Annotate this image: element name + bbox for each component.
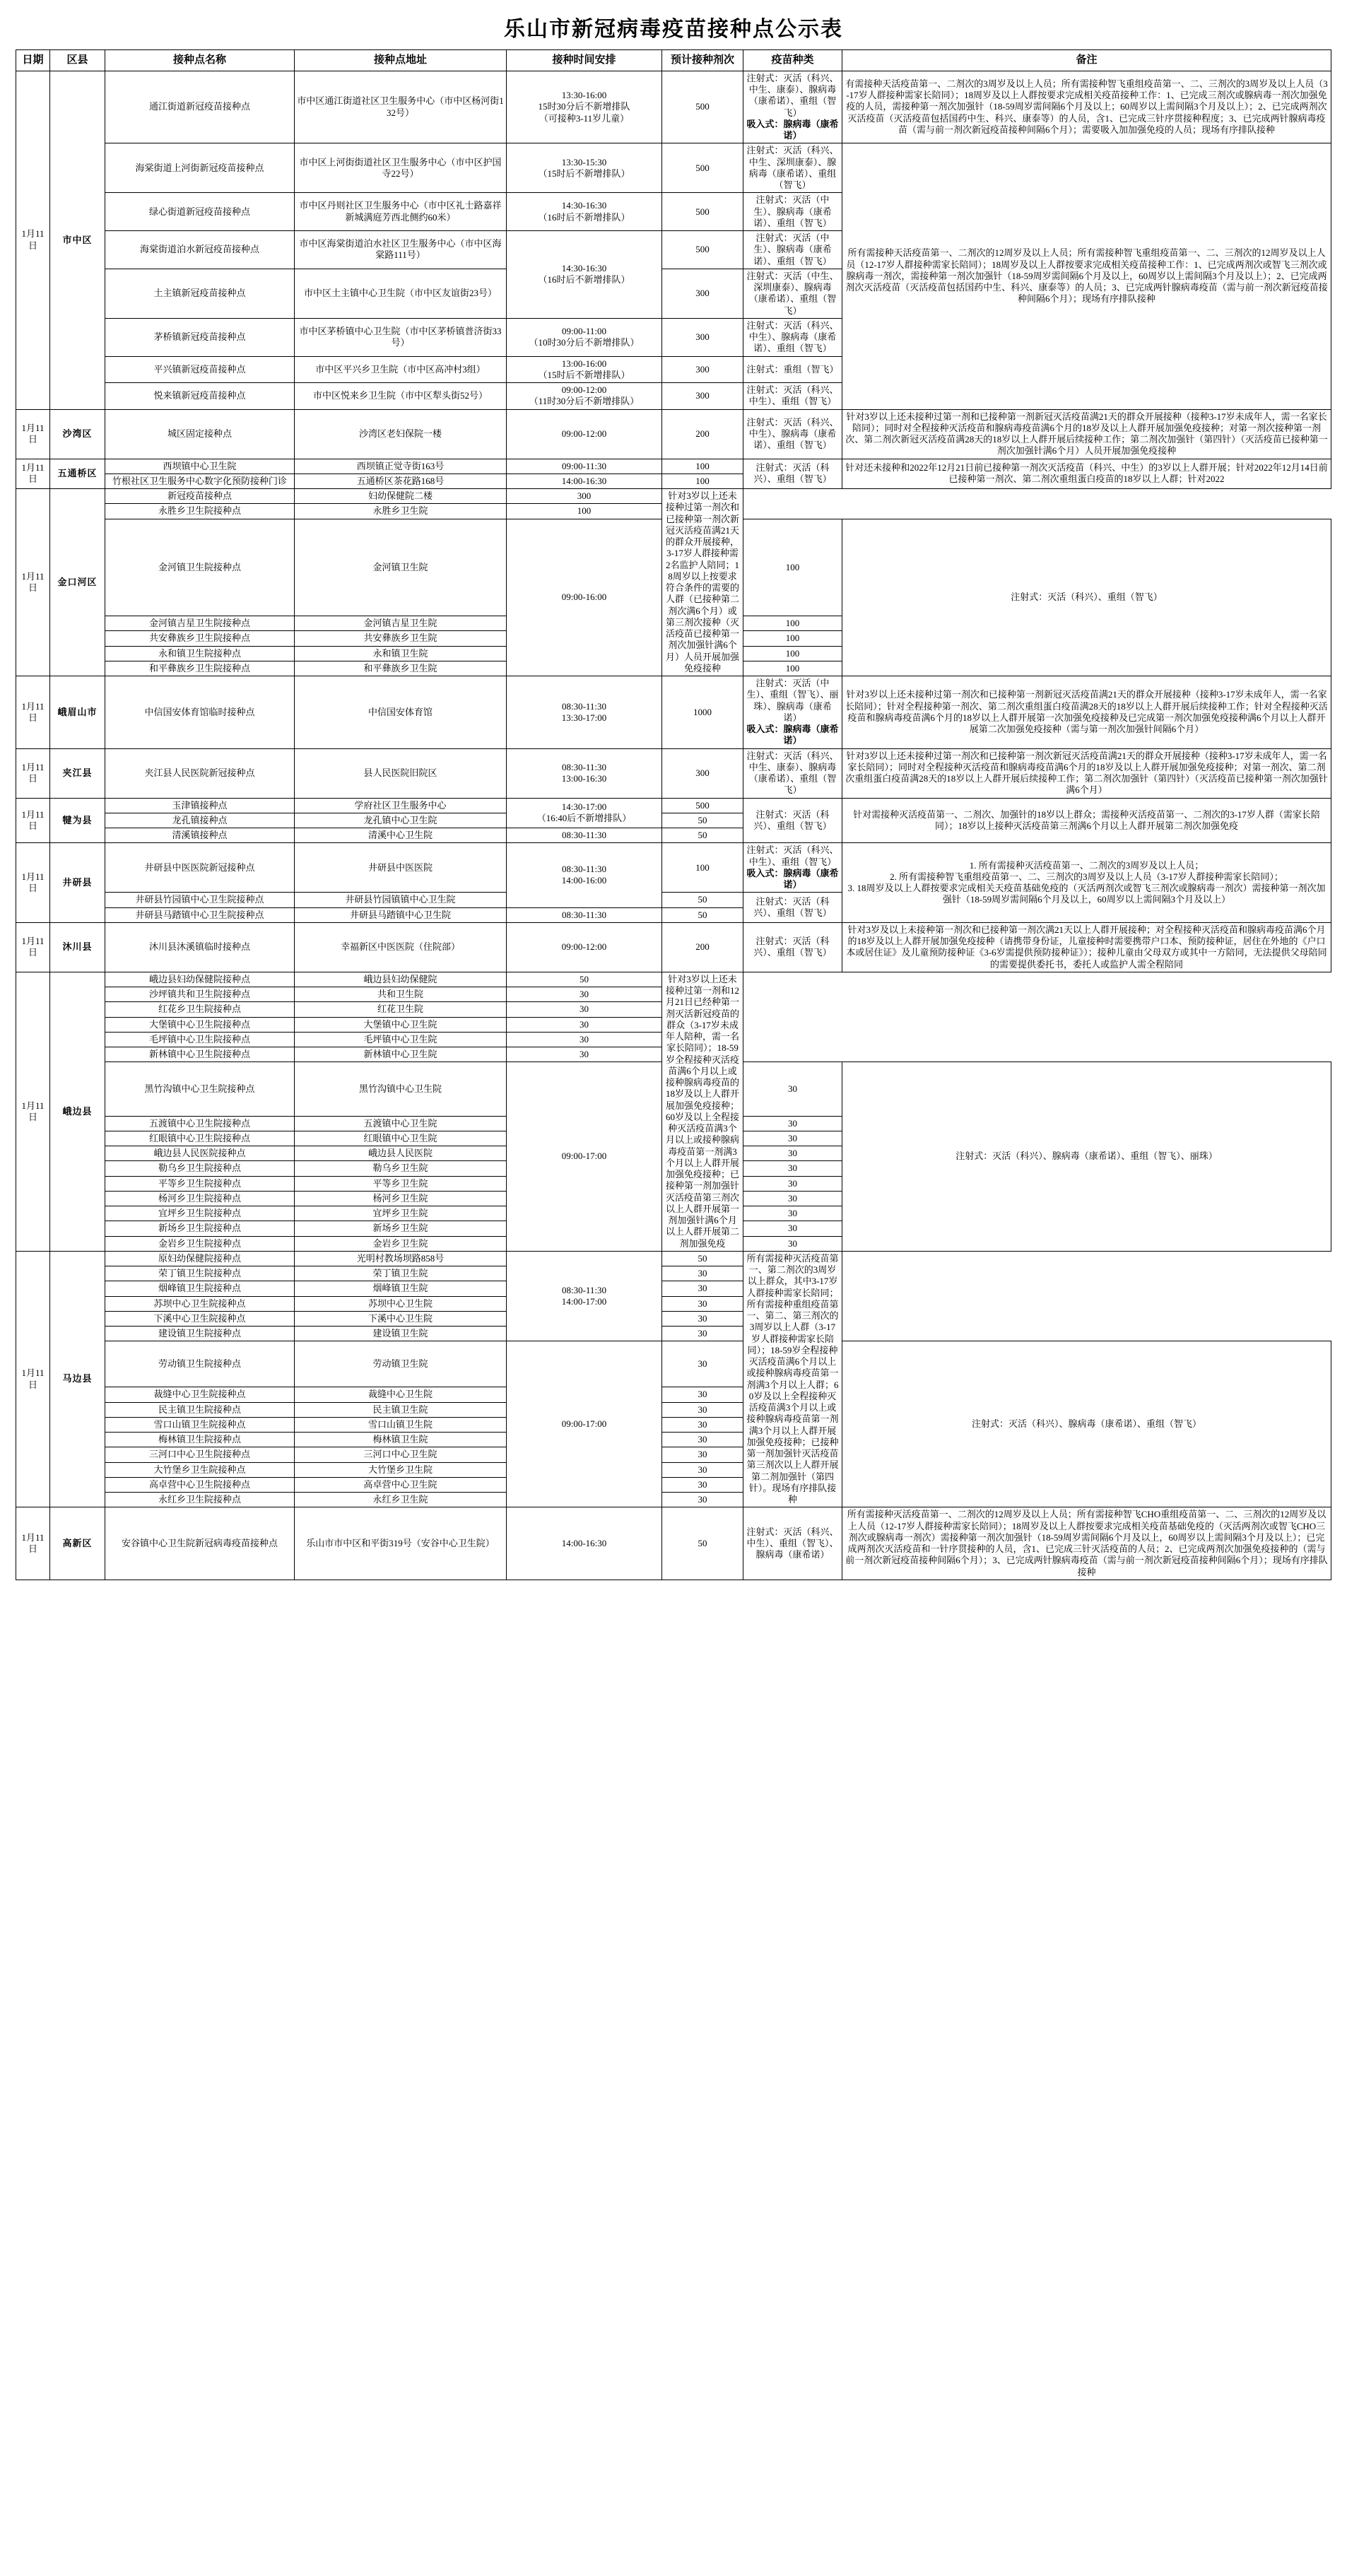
cell-dose-count: 50 [662,813,743,828]
cell-dose-count: 30 [662,1387,743,1402]
cell-dose-count: 50 [662,828,743,843]
cell-site-name: 井研县马踏镇中心卫生院接种点 [105,907,295,922]
col-vaccine: 疫苗种类 [743,50,842,71]
table-row [16,459,1331,474]
cell-dose-count: 300 [662,318,743,356]
cell-time: 09:00-12:00 （11时30分后不新增排队） [507,383,662,410]
cell-site-name: 平等乡卫生院接种点 [105,1176,295,1191]
cell-dose-count: 100 [507,504,662,519]
cell-dose-count: 100 [743,661,842,676]
cell-district: 金口河区 [50,489,105,676]
cell-site-name: 土主镇新冠疫苗接种点 [105,269,295,318]
cell-dose-count: 100 [662,474,743,488]
cell-site-name: 峨边县人民医院接种点 [105,1146,295,1161]
cell-time: 08:30-11:30 [507,828,662,843]
cell-dose-count: 500 [662,71,743,143]
cell-vaccine-types: 注射式：灭活（中生）、重组（智飞）、丽珠）、腺病毒（康希诺） 吸入式：腺病毒（康希诺） [743,676,842,749]
cell-dose-count: 500 [662,143,743,193]
cell-time: 14:30-16:30 （16时后不新增排队） [507,193,662,231]
cell-dose-count: 300 [662,383,743,410]
cell-district: 沐川县 [50,922,105,972]
cell-site-name: 沙坪镇共和卫生院接种点 [105,987,295,1002]
cell-site-address: 金河镇卫生院 [295,519,507,616]
cell-site-name: 海棠街道上河街新冠疫苗接种点 [105,143,295,193]
cell-district: 五通桥区 [50,459,105,489]
cell-site-name: 宜坪乡卫生院接种点 [105,1206,295,1221]
cell-site-name: 梅林镇卫生院接种点 [105,1433,295,1447]
cell-site-address: 井研县马踏镇中心卫生院 [295,907,507,922]
cell-vaccine-types: 注射式：灭活（科兴、中生）、腺病毒（康希诺）、重组（智飞） [743,409,842,459]
cell-dose-count: 30 [507,1032,662,1047]
cell-site-address: 乐山市市中区和平街319号（安谷中心卫生院） [295,1507,507,1580]
cell-date: 1月11日 [16,922,50,972]
cell-dose-count: 30 [743,1236,842,1251]
cell-vaccine-types: 注射式：灭活（科兴）、重组（智飞） [743,922,842,972]
cell-site-name: 夹江县人民医院新冠接种点 [105,748,295,798]
cell-site-name: 毛坪镇中心卫生院接种点 [105,1032,295,1047]
cell-site-address: 梅林镇卫生院 [295,1433,507,1447]
cell-site-address: 宜坪乡卫生院 [295,1206,507,1221]
table-row [16,1251,1331,1266]
cell-vaccine-types: 注射式：灭活（科兴）、重组（智飞） [743,459,842,489]
table-row [16,972,1331,987]
cell-remark: 针对3岁以上还未接种过第一剂次和已接种第一剂新冠灭活疫苗满21天的群众开展接种（接种3-17岁未成年人，需一名家长陪同）；针对全程接种第一剂次、第二剂次重组蛋白疫苗满28天的18岁以上人群开展后续接种工作；针对全程接种灭活疫苗和腺病毒疫苗满6个月的18岁以上人群开展第一次加强免疫接种及已完成第一剂次加强免疫接种满6个月以上人群开展第二次加强免疫接种（需与第一剂次加强针间隔6个月） [842,676,1331,749]
cell-site-address: 金岩乡卫生院 [295,1236,507,1251]
cell-site-address: 雪口山镇卫生院 [295,1417,507,1432]
cell-dose-count: 200 [662,922,743,972]
cell-site-address: 市中区土主镇中心卫生院（市中区友谊街23号） [295,269,507,318]
cell-site-name: 永和镇卫生院接种点 [105,646,295,661]
cell-site-name: 井研县竹园镇中心卫生院接种点 [105,893,295,907]
cell-time: 09:00-17:00 [507,1341,662,1507]
cell-site-address: 市中区悦来乡卫生院（市中区犁头街52号） [295,383,507,410]
cell-site-name: 城区固定接种点 [105,409,295,459]
cell-site-address: 永胜乡卫生院 [295,504,507,519]
cell-district: 峨边县 [50,972,105,1251]
cell-time: 09:00-11:30 [507,459,662,474]
cell-site-name: 建设镇卫生院接种点 [105,1327,295,1341]
cell-date: 1月11日 [16,798,50,843]
cell-dose-count: 30 [507,1047,662,1062]
cell-site-address: 勒乌乡卫生院 [295,1161,507,1176]
cell-dose-count: 100 [743,616,842,631]
cell-site-name: 海棠街道泊水新冠疫苗接种点 [105,231,295,269]
cell-dose-count: 30 [743,1221,842,1236]
cell-time: 08:30-11:30 13:30-17:00 [507,676,662,749]
cell-district: 高新区 [50,1507,105,1580]
cell-site-address: 裁缝中心卫生院 [295,1387,507,1402]
cell-date: 1月11日 [16,676,50,749]
cell-time: 09:00-17:00 [507,1062,662,1252]
cell-site-address: 荣丁镇卫生院 [295,1266,507,1281]
cell-site-address: 建设镇卫生院 [295,1327,507,1341]
col-dose: 预计接种剂次 [662,50,743,71]
cell-remark: 所有需接种灭活疫苗第一、第二剂次的3周岁以上群众，其中3-17岁人群接种需家长陪同；所有需接种重组疫苗第一、第二、第三剂次的3周岁以上人群（3-17岁人群接种需家长陪同）；18-59岁全程接种灭活疫苗满6个月以上或接种腺病毒疫苗第一剂满3个月以上人群；60岁及以上全程接种灭活疫苗满3个月以上或接种腺病毒疫苗第一剂满3个月以上人群开展加强免疫接种；已接种第一剂加强针灭活疫苗第三剂次以上人群开展第二剂加强针（第四针）。现场有序排队接种 [743,1251,842,1507]
cell-dose-count: 50 [662,893,743,907]
cell-site-address: 黑竹沟镇中心卫生院 [295,1062,507,1116]
cell-time: 08:30-11:30 [507,907,662,922]
cell-site-address: 井研县竹园镇镇中心卫生院 [295,893,507,907]
cell-vaccine-types: 注射式：灭活（科兴、中生）、重组（智飞） [743,383,842,410]
cell-dose-count: 30 [662,1327,743,1341]
table-row [16,143,1331,193]
cell-site-name: 玉津镇接种点 [105,798,295,813]
cell-vaccine-types: 注射式：灭活（中生）、腺病毒（康希诺）、重组（智飞） [743,231,842,269]
cell-site-address: 市中区丹则社区卫生服务中心（市中区礼士路嘉祥新城满庭芳西北侧约60米） [295,193,507,231]
cell-date: 1月11日 [16,1507,50,1580]
cell-site-name: 劳动镇卫生院接种点 [105,1341,295,1387]
cell-vaccine-types: 注射式：灭活（科兴、中生）、腺病毒（康希诺）、重组（智飞） [743,318,842,356]
cell-district: 沙湾区 [50,409,105,459]
cell-site-address: 学府社区卫生服务中心 [295,798,507,813]
table-row [16,798,1331,813]
cell-site-name: 金河镇卫生院接种点 [105,519,295,616]
cell-site-address: 和平彝族乡卫生院 [295,661,507,676]
cell-district: 马边县 [50,1251,105,1507]
table-row [16,1341,1331,1387]
cell-site-name: 永红乡卫生院接种点 [105,1493,295,1507]
cell-site-name: 井研县中医医院新冠接种点 [105,843,295,893]
cell-site-address: 永和镇卫生院 [295,646,507,661]
cell-site-name: 原妇幼保健院接种点 [105,1251,295,1266]
cell-site-address: 光明村教场坝路858号 [295,1251,507,1266]
cell-site-address: 民主镇卫生院 [295,1402,507,1417]
cell-dose-count: 100 [743,646,842,661]
cell-vaccine-types: 注射式：灭活（科兴）、重组（智飞） [743,893,842,923]
cell-dose-count: 100 [743,631,842,646]
col-remark: 备注 [842,50,1331,71]
cell-time: 09:00-11:00 （10时30分后不新增排队） [507,318,662,356]
cell-time: 08:30-11:30 14:00-16:00 [507,843,662,907]
cell-dose-count: 50 [507,972,662,987]
cell-dose-count: 30 [662,1433,743,1447]
cell-dose-count: 50 [662,907,743,922]
cell-site-name: 民主镇卫生院接种点 [105,1402,295,1417]
cell-site-name: 通江街道新冠疫苗接种点 [105,71,295,143]
cell-remark: 所有需接种灭活疫苗第一、二剂次的12周岁及以上人员；所有需接种智飞CHO重组疫苗第一、二、三剂次的12周岁及以上人员（12-17岁人群接种需家长陪同）；18周岁及以上人群按要求完成相关疫苗基础免疫的（灭活两剂次或智飞CHO三剂次或腺病毒一剂次）需接种第一剂次加强针（18-59周岁需间隔6个月及以上，60周岁以上需间隔3个月及以上）；已完成两剂次灭活疫苗和一针序贯接种的人员，含1、已完成三针灭活疫苗的人员；2、已完成两剂次加强免疫接种的（需与前一剂次新冠疫苗接种间隔6个月）；3、已完成两针腺病毒疫苗（需与前一剂次新冠疫苗接种间隔6个月）；现场有序排队接种 [842,1507,1331,1580]
table-body [16,71,1331,1580]
cell-site-name: 黑竹沟镇中心卫生院接种点 [105,1062,295,1116]
cell-dose-count: 100 [662,459,743,474]
cell-remark: 针对3岁以上还未接种过第一剂次和已接种第一剂次新冠灭活疫苗满21天的群众开展接种，3-17岁人群接种需2名监护人陪同；18周岁以上按要求符合条件的需要的人群（已接种第二剂次满6个月）或第三剂次接种（灭活疫苗已接种第一剂次加强针满6个月）人员开展加强免疫接种 [662,489,743,676]
cell-vaccine-types: 注射式：灭活（科兴）、腺病毒（康希诺）、重组（智飞） [842,1341,1331,1507]
cell-district: 峨眉山市 [50,676,105,749]
cell-vaccine-types: 注射式：灭活（中生、深圳康泰）、腺病毒（康希诺）、重组（智飞） [743,269,842,318]
col-address: 接种点地址 [295,50,507,71]
cell-district: 井研县 [50,843,105,923]
cell-site-name: 苏坝中心卫生院接种点 [105,1296,295,1311]
cell-site-address: 西坝镇正觉寺街163号 [295,459,507,474]
cell-dose-count: 30 [662,1417,743,1432]
cell-remark: 针对需接种灭活疫苗第一、二剂次、加强针的18岁以上群众；需接种灭活疫苗第一、二剂次的3-17岁人群（需家长陪同）；18岁以上接种灭活疫苗第三剂满6个月以上人群开展第二剂次加强免疫 [842,798,1331,843]
cell-dose-count: 30 [662,1311,743,1326]
table-row [16,1507,1331,1580]
cell-site-address: 共安彝族乡卫生院 [295,631,507,646]
cell-time: 14:00-16:30 [507,474,662,488]
cell-dose-count: 30 [743,1176,842,1191]
cell-site-address: 红眼镇中心卫生院 [295,1131,507,1146]
cell-dose-count: 30 [743,1062,842,1116]
table-row [16,1281,1331,1296]
col-date: 日期 [16,50,50,71]
vaccination-sites-table [16,49,1331,1580]
cell-site-name: 西坝镇中心卫生院 [105,459,295,474]
table-row [16,71,1331,143]
cell-vaccine-types: 注射式：灭活（科兴）、重组（智飞） [842,519,1331,676]
cell-remark: 1. 所有需接种灭活疫苗第一、二剂次的3周岁及以上人员； 2. 所有需接种智飞重组疫苗第一、二、三剂次的3周岁及以上人员（3-17岁人群接种需家长陪同）； 3. 18周岁及以上人群按要求完成相关天疫苗基础免疫的（灭活两剂次或智飞三剂次或腺病毒一剂次）需接种第一剂次加强针（18-59周岁需间隔6个月及以上，60周岁以上需间隔3个月及以上） [842,843,1331,923]
cell-date: 1月11日 [16,459,50,489]
cell-site-address: 大堡镇中心卫生院 [295,1017,507,1032]
cell-site-name: 红花乡卫生院接种点 [105,1002,295,1017]
cell-time: 14:30-17:00 （16:40后不新增排队） [507,798,662,828]
table-row [16,922,1331,972]
cell-remark: 所有需接种天活疫苗第一、二剂次的12周岁及以上人员；所有需接种智飞重组疫苗第一、二、三剂次的12周岁及以上人员（12-17岁人群接种需家长陪同）；18周岁及以上人群按要求完成相关疫苗接种工作：1、已完成两剂次或智飞三剂次或腺病毒一剂次，需接种第一剂次加强针（18-59周岁需间隔6个月及以上，60周岁以上需间隔3个月及以上）；2、已完成两剂次灭活疫苗（灭活疫苗包括国药中生、科兴、康泰等）的人员；3、已完成两针腺病毒疫苗（需与前一剂次新冠疫苗接种间隔6个月）；现场有序排队接种 [842,143,1331,409]
cell-site-address: 市中区上河街街道社区卫生服务中心（市中区护国寺22号） [295,143,507,193]
cell-site-name: 五渡镇中心卫生院接种点 [105,1116,295,1131]
cell-dose-count: 50 [662,1507,743,1580]
cell-dose-count: 30 [662,1402,743,1417]
col-site: 接种点名称 [105,50,295,71]
cell-vaccine-types: 注射式：灭活（科兴、中生、康泰）、腺病毒（康希诺）、重组（智飞） [743,748,842,798]
col-district: 区县 [50,50,105,71]
cell-site-name: 清溪镇接种点 [105,828,295,843]
cell-time: 13:30-15:30 （15时后不新增排队） [507,143,662,193]
cell-time: 09:00-16:00 [507,519,662,676]
cell-site-name: 杨河乡卫生院接种点 [105,1191,295,1206]
table-row [16,676,1331,749]
cell-site-name: 峨边县妇幼保健院接种点 [105,972,295,987]
cell-site-address: 大竹堡乡卫生院 [295,1462,507,1477]
cell-dose-count: 200 [662,409,743,459]
cell-dose-count: 30 [743,1191,842,1206]
cell-site-address: 下溪中心卫生院 [295,1311,507,1326]
cell-site-name: 新冠疫苗接种点 [105,489,295,504]
cell-site-address: 市中区茅桥镇中心卫生院（市中区茅桥镇普济街33号） [295,318,507,356]
cell-vaccine-types: 注射式：灭活（科兴、中生、深圳康泰）、腺病毒（康希诺）、重组（智飞） [743,143,842,193]
cell-site-address: 市中区海棠街道泊水社区卫生服务中心（市中区海棠路111号） [295,231,507,269]
cell-time: 13:00-16:00 （15时后不新增排队） [507,356,662,383]
cell-site-name: 茅桥镇新冠疫苗接种点 [105,318,295,356]
table-row [16,489,1331,504]
cell-site-address: 市中区平兴乡卫生院（市中区高冲村3组） [295,356,507,383]
cell-site-name: 勒乌乡卫生院接种点 [105,1161,295,1176]
cell-site-address: 沙湾区老妇保院一楼 [295,409,507,459]
cell-dose-count: 30 [743,1161,842,1176]
cell-dose-count: 500 [662,231,743,269]
table-row [16,1296,1331,1311]
cell-vaccine-types: 注射式：重组（智飞） [743,356,842,383]
cell-site-name: 大竹堡乡卫生院接种点 [105,1462,295,1477]
cell-remark: 有需接种天活疫苗第一、二剂次的3周岁及以上人员；所有需接种智飞重组疫苗第一、二、三剂次的3周岁及以上人员（3-17岁人群接种需家长陪同）；18周岁及以上人群按要求完成相关疫苗接种工作：1、已完成三剂次或腺病毒一剂次加强免疫的人员，需接种第一剂次加强针（18-59周岁需间隔6个月及以上；60周岁以上需间隔3个月及以上）；2、已完成两剂次灭活疫苗（灭活疫苗包括国药中生、科兴、康泰等）的人员，含1、已完成三针序贯接种程度；3、已完成两针腺病毒疫苗（需与前一剂次新冠疫苗接种间隔6个月）；需要吸入加加强免疫的人员；现场有序排队接种 [842,71,1331,143]
cell-site-name: 雪口山镇卫生院接种点 [105,1417,295,1432]
cell-time: 09:00-12:00 [507,409,662,459]
cell-dose-count: 30 [507,987,662,1002]
cell-dose-count: 100 [662,843,743,893]
cell-site-address: 苏坝中心卫生院 [295,1296,507,1311]
cell-site-address: 杨河乡卫生院 [295,1191,507,1206]
cell-site-name: 大堡镇中心卫生院接种点 [105,1017,295,1032]
cell-date: 1月11日 [16,71,50,409]
cell-site-name: 新场乡卫生院接种点 [105,1221,295,1236]
cell-dose-count: 30 [743,1146,842,1161]
table-row [16,748,1331,798]
cell-site-name: 龙孔镇接种点 [105,813,295,828]
col-time: 接种时间安排 [507,50,662,71]
cell-site-name: 绿心街道新冠疫苗接种点 [105,193,295,231]
cell-site-name: 高卓营中心卫生院接种点 [105,1477,295,1492]
cell-site-address: 烟峰镇卫生院 [295,1281,507,1296]
cell-site-name: 竹根社区卫生服务中心数字化预防接种门诊 [105,474,295,488]
cell-site-address: 红花卫生院 [295,1002,507,1017]
cell-site-address: 永红乡卫生院 [295,1493,507,1507]
cell-time: 09:00-12:00 [507,922,662,972]
cell-dose-count: 30 [662,1447,743,1462]
cell-site-address: 妇幼保健院二楼 [295,489,507,504]
cell-remark: 针对还未接种和2022年12月21日前已接种第一剂次灭活疫苗（科兴、中生）的3岁以上人群开展；针对2022年12月14日前已接种第一剂次、第二剂次重组蛋白疫苗的18岁以上人群；针对2022 [842,459,1331,489]
table-row [16,1327,1331,1341]
cell-vaccine-types: 注射式：灭活（科兴）、重组（智飞） [743,798,842,843]
table-row [16,1266,1331,1281]
cell-dose-count: 30 [743,1116,842,1131]
cell-vaccine-types: 注射式：灭活（科兴、中生）、重组（智飞） 吸入式：腺病毒（康希诺） [743,843,842,893]
cell-site-address: 井研县中医医院 [295,843,507,893]
cell-time: 14:00-16:30 [507,1507,662,1580]
cell-remark: 针对3岁以上还未接种过第一剂和12月21日已经种第一剂灭活新冠疫苗的群众（3-17岁未成年人陪种，需一名家长陪同）；18-59岁全程接种灭活疫苗满6个月以上或接种腺病毒疫苗的18岁及以上人群开展加强免疫接种；60岁及以上全程接种灭活疫苗满3个月以上或接种腺病毒疫苗第一剂满3个月以上人群开展加强免疫接种；已接种第一剂加强针灭活疫苗第三剂次以上人群开展第一剂加强针满6个月以上人群开展第二剂加强免疫 [662,972,743,1251]
cell-site-address: 三河口中心卫生院 [295,1447,507,1462]
cell-site-address: 市中区通江街道社区卫生服务中心（市中区杨河街132号） [295,71,507,143]
cell-site-address: 县人民医院旧院区 [295,748,507,798]
cell-date: 1月11日 [16,843,50,923]
table-header [16,50,1331,71]
cell-dose-count: 300 [662,269,743,318]
cell-site-name: 新林镇中心卫生院接种点 [105,1047,295,1062]
cell-site-address: 中信国安体育馆 [295,676,507,749]
cell-site-name: 裁缝中心卫生院接种点 [105,1387,295,1402]
cell-time: 14:30-16:30 （16时后不新增排队） [507,231,662,319]
cell-remark: 针对3岁以上还未接种过第一剂和已接种第一剂新冠灭活疫苗满21天的群众开展接种（接种3-17岁未成年人，需一名家长陪同）；同时对全程接种灭活疫苗和腺病毒疫苗满6个月的18岁及以上人群开展加强免疫接种；对第一剂次接种第一剂次、第二剂次新冠灭活疫苗满28天的18岁以上人群开展后续接种工作；第二剂次加强针（第四针）（灭活疫苗已接种第一剂次加强针满6个月）人员开展加强免疫接种 [842,409,1331,459]
cell-site-name: 荣丁镇卫生院接种点 [105,1266,295,1281]
cell-dose-count: 30 [662,1462,743,1477]
cell-site-name: 中信国安体育馆临时接种点 [105,676,295,749]
cell-site-address: 新场乡卫生院 [295,1221,507,1236]
cell-dose-count: 50 [662,1251,743,1266]
cell-district: 犍为县 [50,798,105,843]
cell-site-name: 平兴镇新冠疫苗接种点 [105,356,295,383]
cell-site-address: 清溪中心卫生院 [295,828,507,843]
cell-dose-count: 30 [662,1477,743,1492]
cell-date: 1月11日 [16,972,50,1251]
cell-site-address: 幸福新区中医医院（住院部） [295,922,507,972]
cell-site-address: 共和卫生院 [295,987,507,1002]
cell-time: 08:30-11:30 13:00-16:30 [507,748,662,798]
cell-site-address: 劳动镇卫生院 [295,1341,507,1387]
cell-dose-count: 30 [662,1266,743,1281]
cell-site-address: 峨边县妇幼保健院 [295,972,507,987]
cell-date: 1月11日 [16,748,50,798]
cell-site-name: 烟峰镇卫生院接种点 [105,1281,295,1296]
cell-time: 13:30-16:00 15时30分后不新增排队 （可接种3-11岁儿童） [507,71,662,143]
cell-dose-count: 300 [507,489,662,504]
cell-dose-count: 30 [662,1281,743,1296]
cell-dose-count: 30 [662,1341,743,1387]
cell-site-address: 新林镇中心卫生院 [295,1047,507,1062]
table-row [16,1311,1331,1326]
cell-site-address: 高卓营中心卫生院 [295,1477,507,1492]
cell-site-address: 龙孔镇中心卫生院 [295,813,507,828]
cell-site-name: 红眼镇中心卫生院接种点 [105,1131,295,1146]
cell-site-name: 沐川县沐溪镇临时接种点 [105,922,295,972]
cell-site-name: 下溪中心卫生院接种点 [105,1311,295,1326]
cell-site-name: 三河口中心卫生院接种点 [105,1447,295,1462]
cell-dose-count: 100 [743,519,842,616]
cell-date: 1月11日 [16,409,50,459]
cell-dose-count: 1000 [662,676,743,749]
cell-vaccine-types: 注射式：灭活（中生）、腺病毒（康希诺）、重组（智飞） [743,193,842,231]
cell-vaccine-types: 注射式：灭活（科兴、中生、康泰）、腺病毒（康希诺）、重组（智飞） 吸入式：腺病毒（康希诺） [743,71,842,143]
cell-dose-count: 30 [507,1002,662,1017]
cell-site-address: 峨边县人民医院 [295,1146,507,1161]
cell-vaccine-types: 注射式：灭活（科兴、中生）、重组（智飞）、腺病毒（康希诺） [743,1507,842,1580]
header-row [16,50,1331,71]
cell-site-name: 悦来镇新冠疫苗接种点 [105,383,295,410]
cell-site-name: 共安彝族乡卫生院接种点 [105,631,295,646]
cell-dose-count: 500 [662,798,743,813]
table-row [16,843,1331,893]
cell-site-name: 金河镇吉星卫生院接种点 [105,616,295,631]
cell-dose-count: 30 [507,1017,662,1032]
cell-dose-count: 300 [662,356,743,383]
cell-site-address: 毛坪镇中心卫生院 [295,1032,507,1047]
cell-time: 08:30-11:30 14:00-17:00 [507,1251,662,1341]
cell-dose-count: 30 [743,1206,842,1221]
cell-date: 1月11日 [16,1251,50,1507]
cell-district: 市中区 [50,71,105,409]
cell-site-name: 金岩乡卫生院接种点 [105,1236,295,1251]
cell-remark: 针对3岁及以上未接种第一剂次和已接种第一剂次满21天以上人群开展接种；对全程接种灭活疫苗和腺病毒疫苗满6个月的18岁及以上人群开展加强免疫接种（请携带身份证，儿童接种时需要携带户口本、预防接种证，居住在外地的《户口本或居住证》及儿童预防接种证《3-6岁需提供预防接种证》）；接种儿童由父母双方或其中一方陪同，无法提供父母陪同的需要提供委托书，委托人或监护人需全程陪同 [842,922,1331,972]
cell-site-address: 金河镇吉星卫生院 [295,616,507,631]
cell-dose-count: 500 [662,193,743,231]
cell-dose-count: 300 [662,748,743,798]
cell-site-name: 和平彝族乡卫生院接种点 [105,661,295,676]
page-title: 乐山市新冠病毒疫苗接种点公示表 [504,18,843,41]
cell-date: 1月11日 [16,489,50,676]
cell-district: 夹江县 [50,748,105,798]
cell-dose-count: 30 [743,1131,842,1146]
cell-site-name: 永胜乡卫生院接种点 [105,504,295,519]
cell-site-address: 平等乡卫生院 [295,1176,507,1191]
cell-site-name: 安谷镇中心卫生院新冠病毒疫苗接种点 [105,1507,295,1580]
table-row [16,409,1331,459]
cell-dose-count: 30 [662,1296,743,1311]
cell-vaccine-types: 注射式：灭活（科兴）、腺病毒（康希诺）、重组（智飞）、丽珠） [842,1062,1331,1252]
cell-dose-count: 30 [662,1493,743,1507]
cell-site-address: 五渡镇中心卫生院 [295,1116,507,1131]
cell-remark: 针对3岁以上还未接种过第一剂次和已接种第一剂次新冠灭活疫苗满21天的群众开展接种（接种3-17岁未成年人，需一名家长陪同）；同时对全程接种灭活疫苗和腺病毒疫苗满6个月的18岁及以上人群开展加强免疫接种；对第一剂次、第二剂次重组蛋白疫苗满28天的18岁以上人群开展后续接种工作；第二剂次加强针（第四针）（灭活疫苗已接种第一剂次加强针满6个月） [842,748,1331,798]
cell-site-address: 五通桥区茶花路168号 [295,474,507,488]
